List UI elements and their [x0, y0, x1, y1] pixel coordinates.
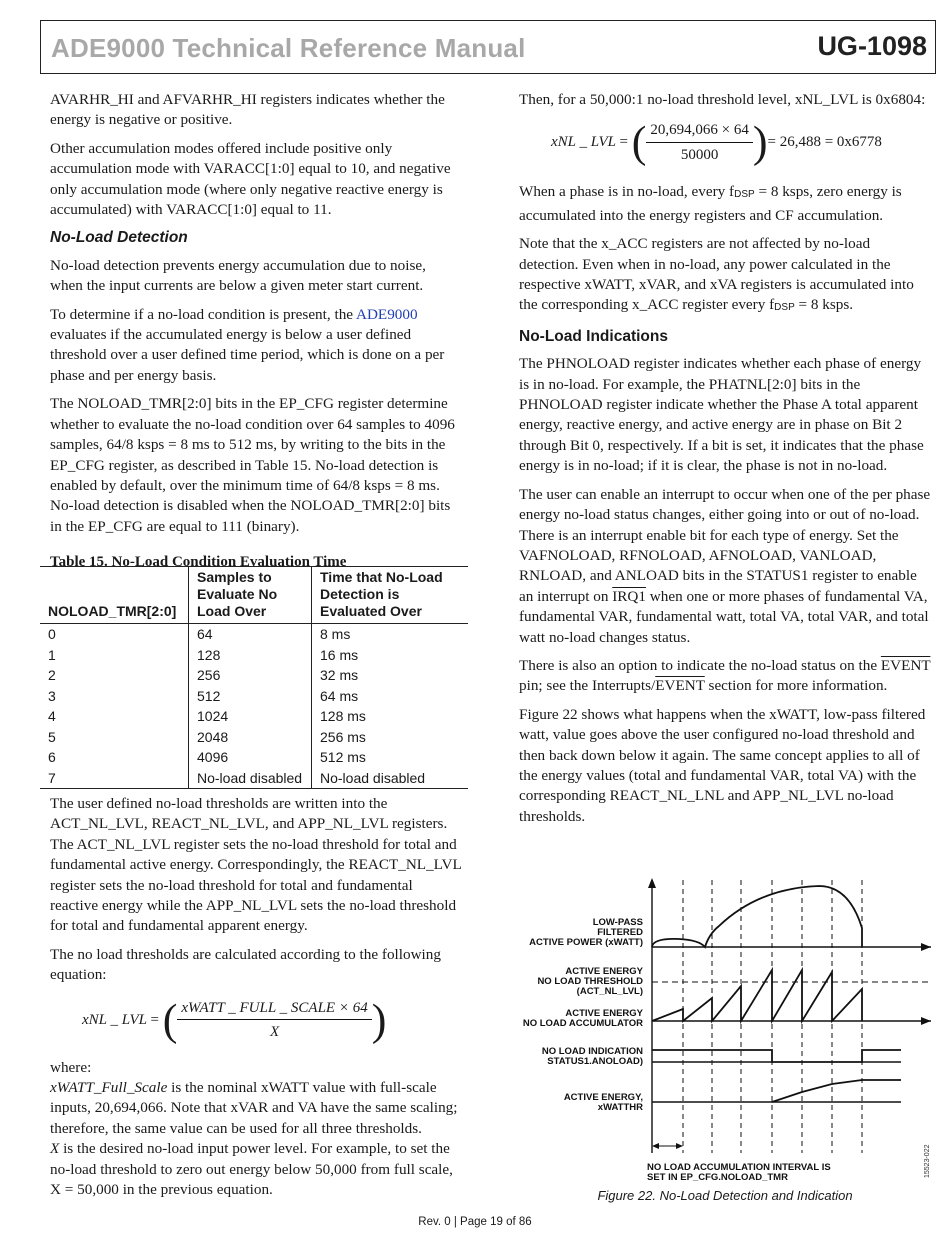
equation-2: xNL _ LVL = ( $\frac{20,694,066 \times 64}{50000}$ )= 26,488 = 0x6778	[551, 117, 882, 167]
cell: No-load disabled	[189, 768, 312, 789]
eq-denominator: X	[269, 1024, 280, 1041]
irq1-signal: IRQ1	[612, 587, 646, 605]
page-footer: Rev. 0 | Page 19 of 86	[418, 1216, 532, 1228]
cell: 5	[48, 728, 56, 745]
ade9000-link[interactable]: ADE9000	[355, 305, 418, 323]
event-signal: EVENT	[655, 677, 705, 695]
label-interval: NO LOAD ACCUMULATION INTERVAL IS	[647, 1162, 831, 1173]
cell: 7	[48, 769, 56, 786]
eq-lhs: xNL _ LVL	[551, 134, 616, 151]
timing-diagram	[519, 878, 939, 1188]
cell: 64	[189, 624, 312, 645]
label-indication: NO LOAD INDICATION	[541, 1046, 643, 1057]
text: section for more information.	[704, 677, 888, 695]
paragraph: The NOLOAD_TMR[2:0] bits in the EP_CFG register determine whether to evaluate the no-load condition over 64 samples to 4096 samples, 64/8 ksps = 8 ms to 512 ms, by writing to the bits in the EP_CFG register, as described in Table 15. No-load detection is enabled by default, over the minimum time of 64/8 ksps = 8 ms. No-load detection is disabled when the NOLOAD_TMR[2:0] bits in the EP_CFG are equal to 111 (binary).	[50, 395, 455, 535]
left-column-lower	[50, 794, 462, 1201]
table-row	[40, 706, 468, 727]
label-energy: ACTIVE ENERGY,	[563, 1092, 643, 1103]
cell: No-load disabled	[312, 768, 469, 789]
cell: 1	[48, 646, 56, 663]
equation-1: xNL _ LVL = ( $\frac{\text{xWATT \_ FULL \_ SCALE × 64}}{X}$ )	[82, 995, 387, 1045]
subscript: DSP	[734, 189, 755, 201]
cell: 4096	[189, 747, 312, 768]
cell: 128	[189, 645, 312, 666]
table-row	[40, 624, 468, 645]
cell: 32 ms	[312, 665, 469, 686]
doc-id: UG-1098	[817, 31, 927, 61]
text: The user can enable an interrupt to occur when one of the per phase energy no-load status changes, either going into or out of no-load. There is an interrupt enable bit for each type of energy. Set the VAFNOLOAD, RFNOLOAD, AFNOLOAD, VANLOAD, RNLOAD, and ANLOAD bits in the STATUS1 register to enable an interrupt on	[519, 485, 931, 605]
text: When a phase is in no-load, every f	[519, 183, 735, 201]
cell: 6	[48, 749, 56, 765]
figure-code: 15523-022	[924, 1144, 931, 1178]
section-heading-no-load-detection: No-Load Detection	[50, 229, 188, 247]
cell: 0	[48, 626, 56, 642]
cell: 2	[48, 667, 56, 683]
text: = 8 ksps, zero energy is accumulated into the energy registers and CF accumulation.	[519, 183, 902, 224]
eq-result: = 26,488 = 0x6778	[767, 134, 882, 151]
label-lp: LOW-PASS	[592, 917, 643, 928]
accumulator-trace	[652, 970, 862, 1021]
table-row	[40, 768, 468, 789]
label-indication: STATUS1.ANOLOAD)	[547, 1056, 643, 1067]
table-title: Table 15. No-Load Condition Evaluation Time	[50, 554, 347, 570]
label-threshold: NO LOAD THRESHOLD	[537, 976, 643, 987]
text: when one or more phases of fundamental VA, fundamental VAR, fundamental watt, total VA, total VAR, and total watt no-load changes status.	[519, 587, 929, 646]
label-interval: SET IN EP_CFG.NOLOAD_TMR	[647, 1172, 788, 1183]
paragraph	[519, 656, 931, 697]
paragraph	[519, 182, 931, 226]
eq-denominator: 50000	[680, 146, 719, 163]
eq-numerator: xWATT _ FULL _ SCALE × 64	[177, 998, 371, 1020]
label-energy: xWATTHR	[597, 1102, 643, 1113]
cell: 8 ms	[312, 624, 469, 645]
paragraph	[50, 305, 462, 387]
cell: 512	[189, 686, 312, 707]
cell: 1024	[189, 706, 312, 727]
right-column	[519, 90, 931, 835]
table-row	[40, 747, 468, 768]
table-row	[40, 727, 468, 748]
doc-title: ADE9000 Technical Reference Manual	[51, 33, 526, 63]
definition	[50, 1139, 462, 1200]
cell: 256	[189, 665, 312, 686]
eq-numerator: 20,694,066 × 64	[646, 120, 752, 142]
section-heading-no-load-indications: No-Load Indications	[519, 327, 668, 345]
event-signal: EVENT	[880, 656, 931, 674]
table-row	[40, 665, 468, 686]
label-threshold: (ACT_NL_LVL)	[576, 986, 643, 997]
paragraph	[519, 485, 931, 648]
figure-caption: Figure 22. No-Load Detection and Indication	[597, 1188, 853, 1203]
arrow-head-icon	[648, 878, 656, 888]
cell: 256 ms	[312, 727, 469, 748]
where-label: where:	[50, 1058, 92, 1076]
label-threshold: ACTIVE ENERGY	[565, 966, 643, 977]
text: is the nominal xWATT value with full-scale inputs, 20,694,066. Note that xVAR and VA have the same scaling; therefore, the same value can be used for all three thresholds.	[50, 1079, 458, 1137]
eq-lhs: xNL _ LVL	[82, 1011, 147, 1028]
cell: 512 ms	[312, 747, 469, 768]
table-row	[40, 645, 468, 666]
text: Note that the x_ACC registers are not affected by no-load detection. Even when in no-load, any power calculated in the respective xWATT, xVAR, and xVA registers is accumulated into the corresponding x_ACC register every f	[519, 235, 914, 314]
cell: 64 ms	[312, 686, 469, 707]
term: X	[50, 1140, 60, 1158]
cell: 3	[48, 687, 56, 704]
paragraph: AVARHR_HI and AFVARHR_HI registers indicates whether the energy is negative or positive.	[50, 91, 445, 129]
paragraph: The no load thresholds are calculated according to the following equation:	[50, 945, 441, 984]
paragraph: Figure 22 shows what happens when the xWATT, low-pass filtered watt, value goes above the user configured no-load threshold and then back down below it again. The same concept applies to all of the energy values (total and fundamental VAR, total VA) with the corresponding REACT_NL_LNL and APP_NL_LVL no-load thresholds.	[519, 705, 926, 825]
energy-register-trace	[772, 1080, 901, 1102]
paragraph: Then, for a 50,000:1 no-load threshold level, xNL_LVL is 0x6804:	[519, 91, 926, 108]
cell: 128 ms	[312, 706, 469, 727]
text: is the desired no-load input power level. For example, to set the no-load threshold to zero out energy below 50,000 from full scale, X = 50,000 in the previous equation.	[50, 1140, 453, 1199]
paragraph: The user defined no-load thresholds are written into the ACT_NL_LVL, REACT_NL_LVL, and APP_NL_LVL registers. The ACT_NL_LVL register sets the no-load threshold for total and fundamental active energy. Correspondingly, the REACT_NL_LVL register sets the no-load threshold for total and fundamental reactive energy while the APP_NL_LVL sets the no-load threshold for total and fundamental apparent energy.	[50, 795, 462, 935]
noload-table	[40, 566, 468, 789]
text: There is also an option to indicate the no-load status on the	[519, 656, 881, 674]
label-lp: ACTIVE POWER (xWATT)	[529, 937, 643, 948]
text: evaluates if the accumulated energy is below a user defined threshold over a user defined time period, which is done on a per phase and per energy basis.	[50, 326, 445, 384]
paragraph: No-load detection prevents energy accumulation due to noise, when the input currents are below a given meter start current.	[50, 256, 426, 295]
subscript: DSP	[774, 302, 795, 314]
term: xWATT_Full_Scale	[50, 1079, 168, 1097]
label-accumulator: ACTIVE ENERGY	[565, 1008, 643, 1019]
left-column	[50, 90, 462, 545]
table-header: Time that No-Load Detection is Evaluated Over	[312, 567, 469, 624]
paragraph: Other accumulation modes offered include positive only accumulation mode with VARACC[1:0] equal to 10, and negative only accumulation mode (where only negative reactive energy is accumulated) with VARACC[1:0] equal to 11.	[50, 139, 451, 219]
figure-22	[519, 878, 939, 1208]
paragraph	[519, 234, 931, 319]
text: pin; see the Interrupts/	[519, 677, 656, 695]
cell: 4	[48, 708, 56, 724]
table-header: Samples to Evaluate No Load Over	[189, 567, 312, 624]
table-row	[40, 686, 468, 707]
label-accumulator: NO LOAD ACCUMULATOR	[522, 1018, 643, 1029]
page-header	[40, 20, 936, 74]
label-lp: FILTERED	[597, 927, 643, 938]
cell: 2048	[189, 727, 312, 748]
paragraph: The PHNOLOAD register indicates whether each phase of energy is in no-load. For example, the PHATNL[2:0] bits in the PHNOLOAD register indicate whether the Phase A total apparent energy, reactive energy, and active energy are in phase on Bit 2 through Bit 0, respectively. If a bit is set, it indicates that the phase energy is in no-load; if it is clear, the phase is not in no-load.	[519, 355, 924, 475]
table-header: NOLOAD_TMR[2:0]	[40, 567, 189, 624]
cell: 16 ms	[312, 645, 469, 666]
definition	[50, 1078, 462, 1139]
noload-indication-trace	[652, 1050, 901, 1062]
text: To determine if a no-load condition is present, the	[50, 305, 356, 323]
text: = 8 ksps.	[794, 296, 854, 314]
